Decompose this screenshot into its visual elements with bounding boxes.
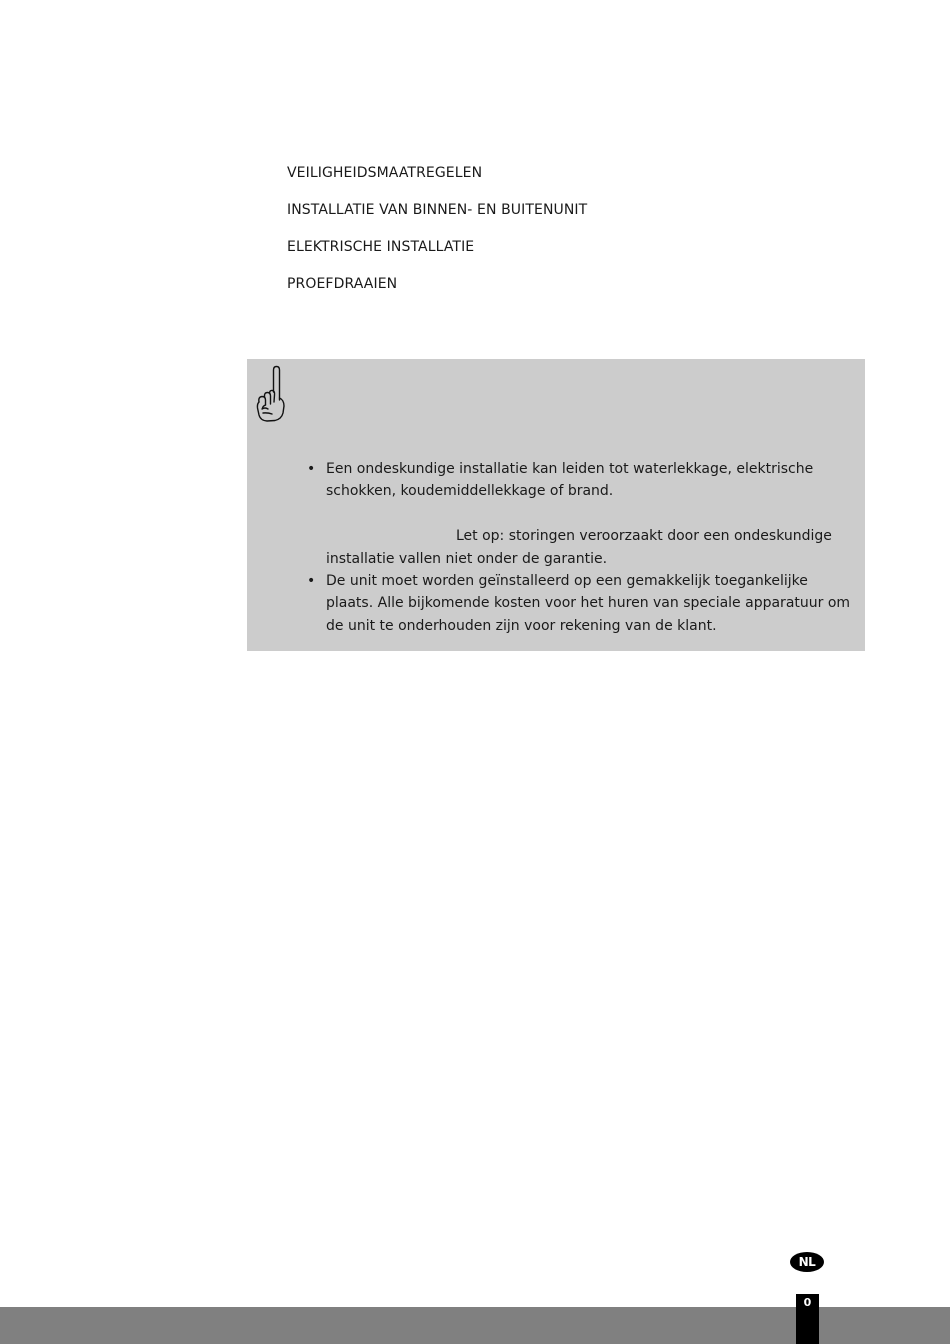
notice-warranty-line — [326, 525, 857, 547]
pointing-hand-icon — [253, 364, 287, 424]
language-badge: NL — [790, 1252, 824, 1272]
notice-text: schokken, koudemiddellekkage of brand. — [326, 483, 614, 500]
page-number: 0 — [796, 1294, 819, 1344]
notice-text: de unit te onderhouden zijn voor rekening van de klant. — [326, 617, 717, 634]
notice-box — [247, 359, 865, 651]
table-of-contents — [287, 164, 587, 312]
notice-text: De unit moet worden geïnstalleerd op een gemakkelijk toegankelijke — [326, 573, 808, 590]
notice-bullet-list — [247, 458, 865, 637]
notice-text: Let op: storingen veroorzaakt door een ondeskundige — [456, 528, 832, 545]
bullet-marker: • — [307, 461, 316, 477]
toc-item-electrical: ELEKTRISCHE INSTALLATIE — [287, 239, 475, 255]
toc-item-installation: INSTALLATIE VAN BINNEN- EN BUITENUNIT — [287, 202, 588, 218]
notice-bullet-accessibility — [247, 570, 865, 637]
bullet-marker: • — [307, 573, 316, 590]
toc-item-test-run: PROEFDRAAIEN — [287, 276, 398, 292]
toc-item-safety: VEILIGHEIDSMAATREGELEN — [287, 165, 483, 181]
notice-text: Een ondeskundige installatie kan leiden tot waterlekkage, elektrische — [326, 461, 814, 477]
notice-text: plaats. Alle bijkomende kosten voor het huren van speciale apparatuur om — [326, 595, 851, 612]
notice-bullet-installation-risk — [247, 458, 865, 570]
notice-text: installatie vallen niet onder de garantie. — [326, 550, 608, 567]
